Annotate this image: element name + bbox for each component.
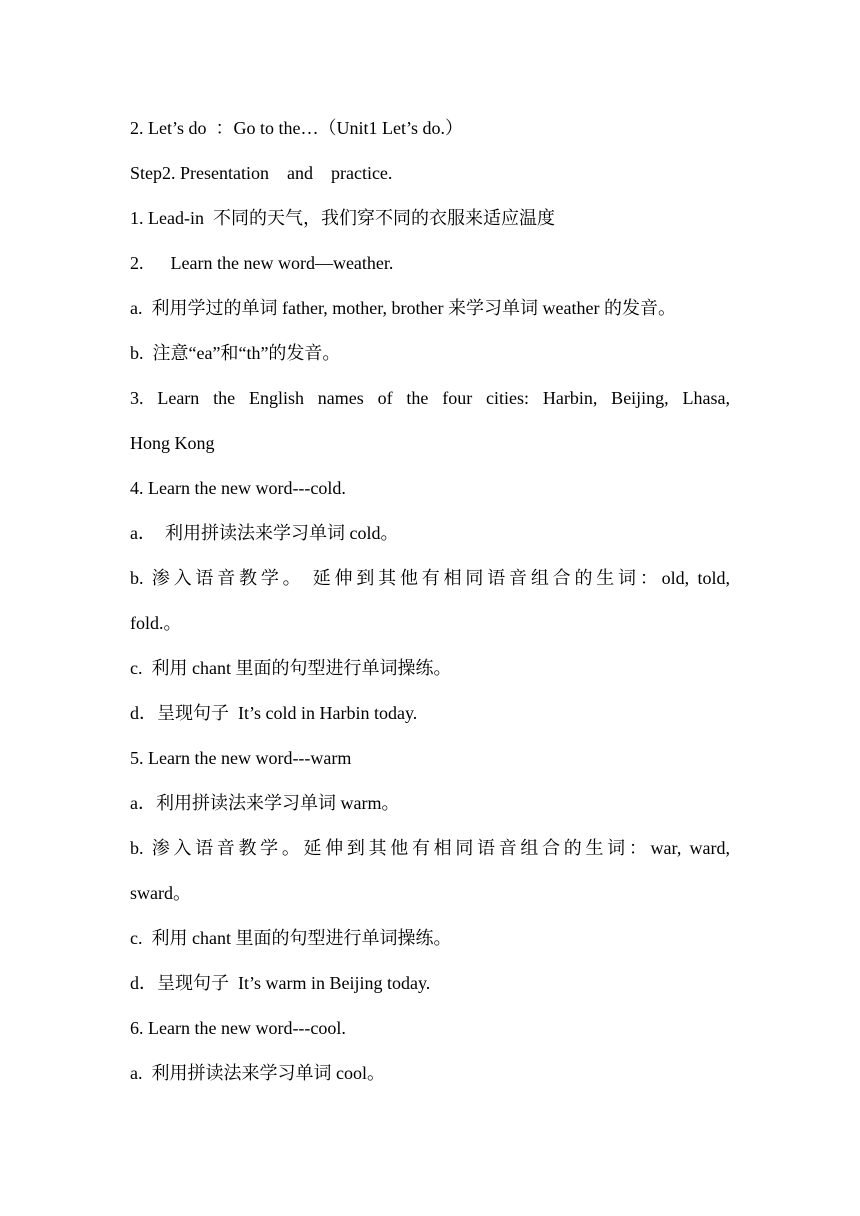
text-line-cool-heading: 6. Learn the new word---cool. [130, 1018, 346, 1038]
text-line-warm-d: d．呈现句子 It’s warm in Beijing today. [130, 973, 431, 993]
text-line-weather-b: b. 注意“ea”和“th”的发音。 [130, 343, 341, 363]
text-line-cool-a: a. 利用拼读法来学习单词 cool。 [130, 1063, 385, 1083]
text-line-warm-b-cont: sward。 [130, 883, 191, 903]
document-body [130, 113, 730, 1103]
text-line-warm-heading: 5. Learn the new word---warm [130, 748, 352, 768]
text-line-weather-a: a. 利用学过的单词 father, mother, brother 来学习单词 weather 的发音。 [130, 298, 676, 318]
text-line-cities-cont: Hong Kong [130, 433, 215, 453]
text-line-lead-in: 1. Lead-in 不同的天气，我们穿不同的衣服来适应温度 [130, 208, 555, 228]
text-line-cold-b: b. 渗入语音教学。 延伸到其他有相同语音组合的生词：old, told, [130, 568, 730, 588]
text-line-warm-c: c. 利用 chant 里面的句型进行单词操练。 [130, 928, 452, 948]
text-line-cold-heading: 4. Learn the new word---cold. [130, 478, 346, 498]
text-line-warm-b: b. 渗入语音教学。延伸到其他有相同语音组合的生词：war, ward, [130, 838, 730, 858]
text-line-warm-a: a．利用拼读法来学习单词 warm。 [130, 793, 400, 813]
text-line-step2-heading: Step2. Presentation and practice. [130, 163, 393, 183]
text-line-cold-c: c. 利用 chant 里面的句型进行单词操练。 [130, 658, 452, 678]
text-line-lets-do: 2. Let’s do ：Go to the…（Unit1 Let’s do.） [130, 118, 463, 138]
text-line-cold-b-cont: fold.。 [130, 613, 182, 633]
text-line-cities: 3. Learn the English names of the four cities: Harbin, Beijing, Lhasa, [130, 388, 730, 408]
text-line-cold-d: d．呈现句子 It’s cold in Harbin today. [130, 703, 418, 723]
text-line-weather-heading: 2. Learn the new word—weather. [130, 253, 394, 273]
text-line-cold-a: a． 利用拼读法来学习单词 cold。 [130, 523, 399, 543]
